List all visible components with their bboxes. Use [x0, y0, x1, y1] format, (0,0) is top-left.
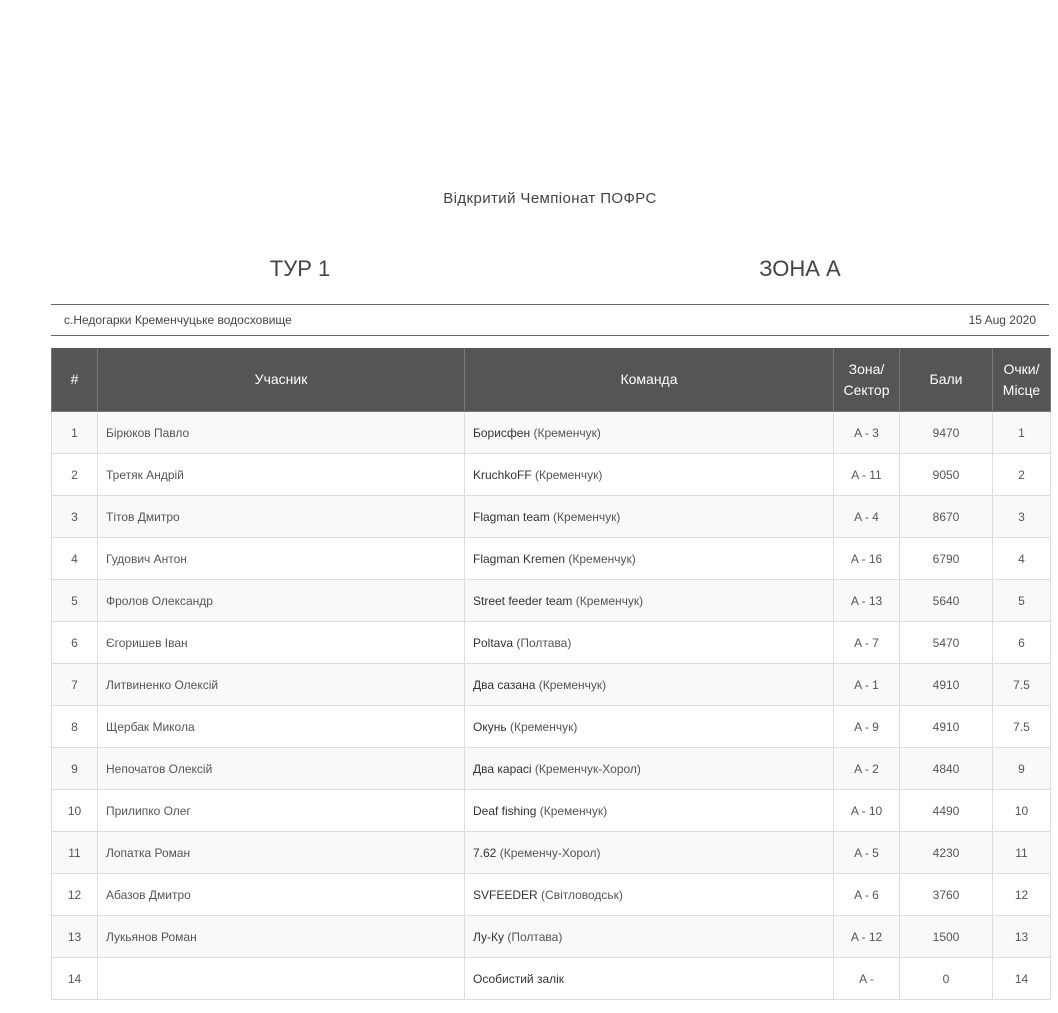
team-cell [465, 580, 834, 622]
place-cell: 10 [993, 790, 1051, 832]
points-cell: 5640 [900, 580, 993, 622]
participant-name: Єгоришев Іван [98, 622, 465, 664]
header-points: Бали [900, 348, 993, 412]
row-num: 9 [52, 748, 98, 790]
participant-name: Непочатов Олексій [98, 748, 465, 790]
row-num: 12 [52, 874, 98, 916]
team-name: Street feeder team [473, 593, 573, 608]
table-row [52, 496, 1051, 538]
sector-cell: A - 12 [834, 916, 900, 958]
place-cell: 11 [993, 832, 1051, 874]
team-cell [465, 454, 834, 496]
header-participant: Учасник [98, 348, 465, 412]
team-cell [465, 622, 834, 664]
team-city: (Кременчук) [509, 719, 578, 734]
team-city: (Кременчук) [535, 467, 603, 482]
team-name: Flagman team [473, 509, 550, 524]
sector-cell: A - 11 [834, 454, 900, 496]
team-city: (Кременчу-Хорол) [499, 845, 601, 860]
team-cell [465, 790, 834, 832]
zone-label: ЗОНА А [759, 256, 841, 281]
row-num: 7 [52, 664, 98, 706]
table-row [52, 454, 1051, 496]
tour-label: ТУР 1 [269, 256, 331, 281]
team-cell [465, 664, 834, 706]
participant-name: Тітов Дмитро [98, 496, 465, 538]
sector-cell: A - 16 [834, 538, 900, 580]
row-num: 1 [52, 412, 98, 454]
header-num: # [52, 348, 98, 412]
table-row [52, 748, 1051, 790]
event-info-bar [51, 304, 1049, 336]
place-cell: 1 [993, 412, 1051, 454]
sector-cell: A - 1 [834, 664, 900, 706]
points-cell: 8670 [900, 496, 993, 538]
team-name: SVFEEDER [473, 887, 538, 902]
team-name: Flagman Kremen [473, 551, 566, 566]
participant-name: Гудович Антон [98, 538, 465, 580]
participant-name: Абазов Дмитро [98, 874, 465, 916]
table-row [52, 412, 1051, 454]
header-place [993, 348, 1051, 412]
team-city: (Полтава) [507, 929, 563, 944]
participant-name: Щербак Микола [98, 706, 465, 748]
participant-name: Бірюков Павло [98, 412, 465, 454]
team-city: (Кременчук) [568, 551, 636, 566]
team-cell [465, 706, 834, 748]
team-cell [465, 496, 834, 538]
row-num: 11 [52, 832, 98, 874]
team-name: 7.62 [473, 845, 497, 860]
sector-cell: A - 7 [834, 622, 900, 664]
points-cell: 5470 [900, 622, 993, 664]
points-cell: 0 [900, 958, 993, 1000]
sector-cell: A - 2 [834, 748, 900, 790]
points-cell: 3760 [900, 874, 993, 916]
header-place-line2: Місце [1002, 381, 1041, 398]
table-row [52, 916, 1051, 958]
team-cell [465, 958, 834, 1000]
participant-name: Лопатка Роман [98, 832, 465, 874]
table-row [52, 580, 1051, 622]
header-place-line1: Очки/ [1003, 360, 1040, 377]
row-num: 13 [52, 916, 98, 958]
place-cell: 2 [993, 454, 1051, 496]
participant-name: Третяк Андрій [98, 454, 465, 496]
place-cell: 7.5 [993, 706, 1051, 748]
points-cell: 1500 [900, 916, 993, 958]
team-city: (Кременчук) [553, 509, 621, 524]
participant-name: Фролов Олександр [98, 580, 465, 622]
points-cell: 4910 [900, 664, 993, 706]
team-name: Два карасі [473, 761, 532, 776]
team-city: (Кременчук) [539, 803, 608, 818]
page-title: Відкритий Чемпіонат ПОФРС [443, 190, 657, 207]
team-name: KruchkoFF [473, 467, 532, 482]
row-num: 6 [52, 622, 98, 664]
table-row [52, 958, 1051, 1000]
row-num: 14 [52, 958, 98, 1000]
place-cell: 9 [993, 748, 1051, 790]
sector-cell: A - [834, 958, 900, 1000]
table-row [52, 832, 1051, 874]
sector-cell: A - 13 [834, 580, 900, 622]
place-cell: 14 [993, 958, 1051, 1000]
team-city: (Кременчук) [538, 677, 607, 692]
place-cell: 3 [993, 496, 1051, 538]
event-date: 15 Aug 2020 [968, 313, 1036, 327]
team-cell [465, 874, 834, 916]
row-num: 5 [52, 580, 98, 622]
team-city: (Кременчук) [575, 593, 644, 608]
sector-cell: A - 3 [834, 412, 900, 454]
row-num: 8 [52, 706, 98, 748]
team-cell [465, 748, 834, 790]
participant-name: Прилипко Олег [98, 790, 465, 832]
team-cell [465, 916, 834, 958]
sector-cell: A - 6 [834, 874, 900, 916]
row-num: 3 [52, 496, 98, 538]
header-team: Команда [465, 348, 834, 412]
team-name: Лу-Ку [473, 929, 504, 944]
participant-name: Литвиненко Олексій [98, 664, 465, 706]
row-num: 10 [52, 790, 98, 832]
team-city: (Кременчук) [533, 425, 601, 440]
table-row [52, 706, 1051, 748]
event-location: с.Недогарки Кременчуцьке водосховище [64, 313, 292, 327]
points-cell: 9050 [900, 454, 993, 496]
place-cell: 12 [993, 874, 1051, 916]
team-name: Борисфен [473, 425, 531, 440]
team-cell [465, 832, 834, 874]
points-cell: 4910 [900, 706, 993, 748]
place-cell: 7.5 [993, 664, 1051, 706]
team-city: (Кременчук-Хорол) [534, 761, 641, 776]
team-name: Poltava [473, 635, 514, 650]
place-cell: 5 [993, 580, 1051, 622]
participant-name [98, 958, 465, 1000]
place-cell: 4 [993, 538, 1051, 580]
results-table [51, 348, 1051, 1000]
header-sector [834, 348, 900, 412]
sector-cell: A - 4 [834, 496, 900, 538]
sector-cell: A - 9 [834, 706, 900, 748]
row-num: 4 [52, 538, 98, 580]
table-row [52, 664, 1051, 706]
team-cell [465, 538, 834, 580]
team-name: Особистий залік [473, 971, 565, 986]
sector-cell: A - 5 [834, 832, 900, 874]
points-cell: 4490 [900, 790, 993, 832]
team-name: Deaf fishing [473, 803, 537, 818]
table-row [52, 622, 1051, 664]
row-num: 2 [52, 454, 98, 496]
place-cell: 6 [993, 622, 1051, 664]
team-name: Два сазана [473, 677, 536, 692]
team-city: (Світловодськ) [541, 887, 623, 902]
team-name: Окунь [473, 719, 507, 734]
participant-name: Лукьянов Роман [98, 916, 465, 958]
points-cell: 6790 [900, 538, 993, 580]
table-row [52, 874, 1051, 916]
table-row [52, 790, 1051, 832]
header-sector-line1: Зона/ [848, 360, 885, 377]
points-cell: 4230 [900, 832, 993, 874]
points-cell: 9470 [900, 412, 993, 454]
table-row [52, 538, 1051, 580]
team-cell [465, 412, 834, 454]
team-city: (Полтава) [516, 635, 572, 650]
sector-cell: A - 10 [834, 790, 900, 832]
place-cell: 13 [993, 916, 1051, 958]
points-cell: 4840 [900, 748, 993, 790]
table-header-row [52, 348, 1051, 412]
header-sector-line2: Сектор [843, 381, 890, 398]
